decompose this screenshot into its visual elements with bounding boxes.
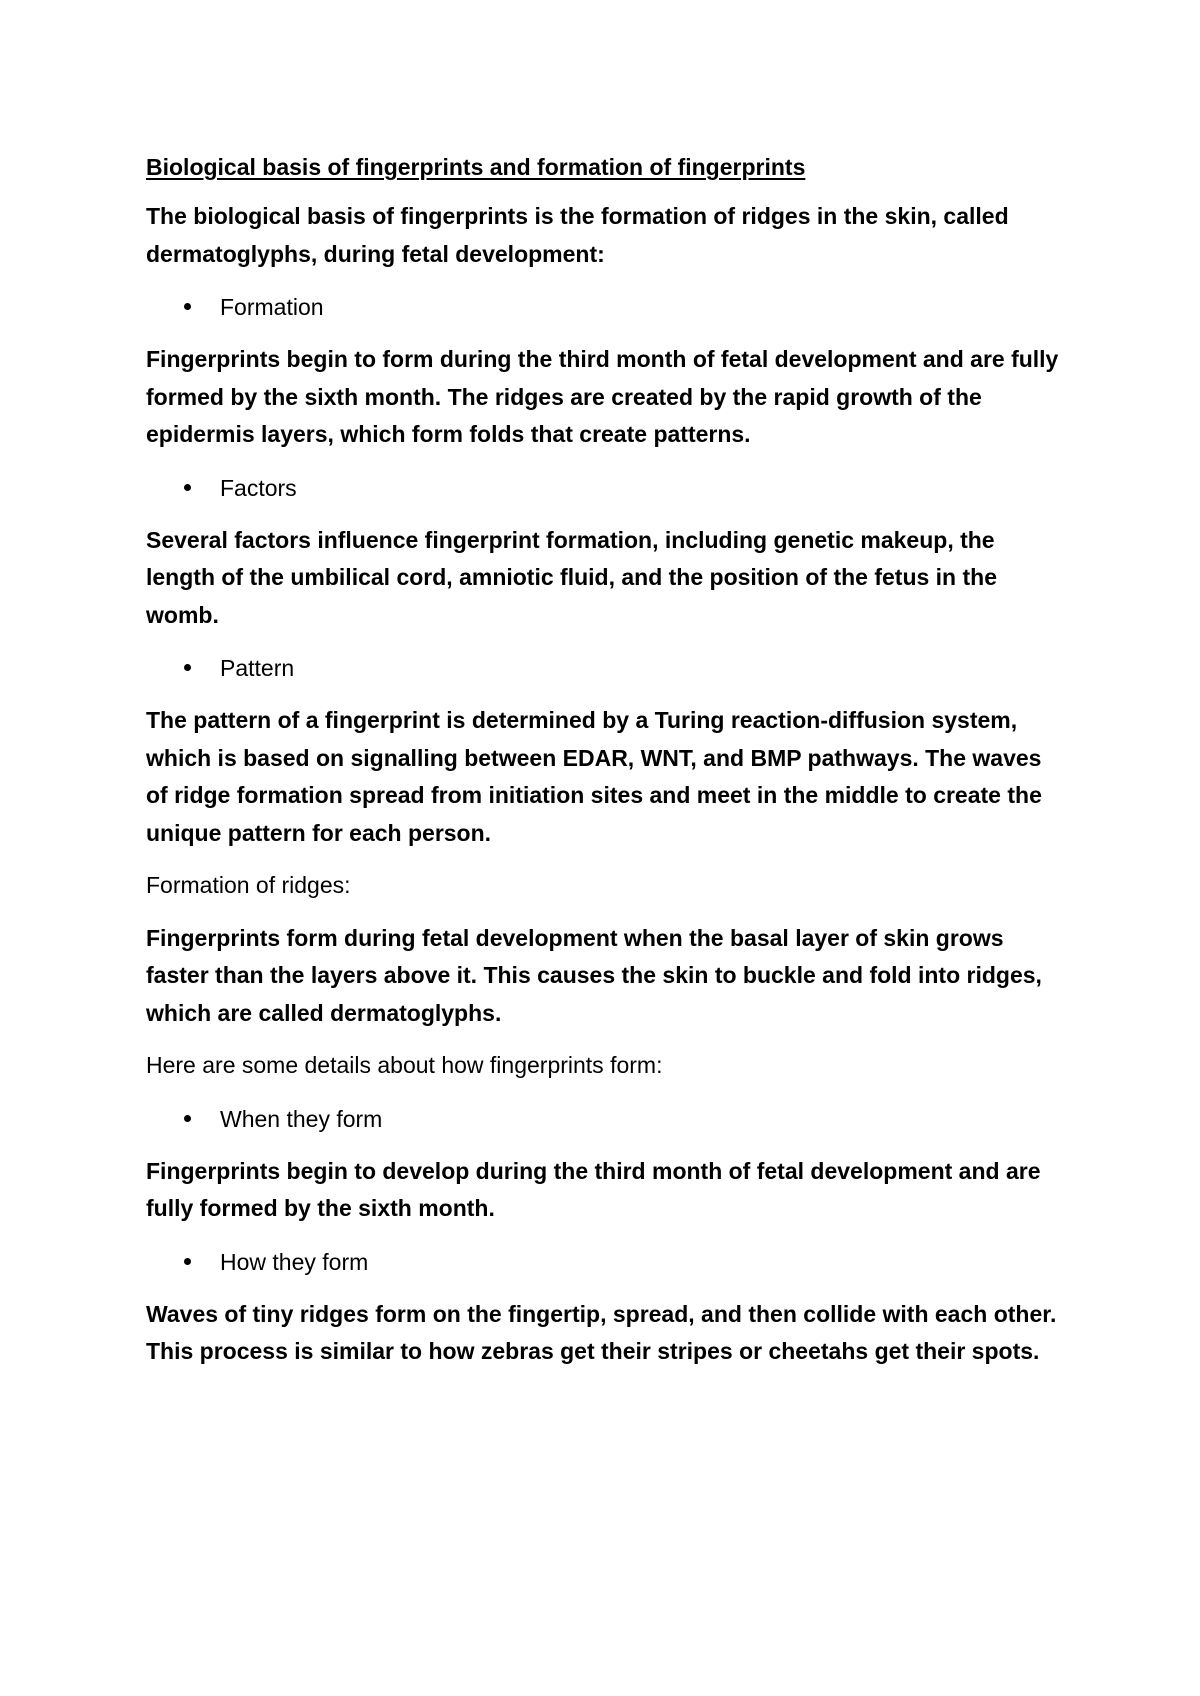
bullet-label: When they form	[220, 1105, 383, 1132]
bullet-factors	[146, 469, 1066, 507]
bullet-label: Factors	[220, 474, 297, 501]
bullet-dot-icon	[184, 303, 191, 310]
pattern-paragraph: The pattern of a fingerprint is determined by a Turing reaction-diffusion system, which is based on signalling between EDAR, WNT, and BMP pathways. The waves of ridge formation spread from initiation sites and meet in the middle to create the unique pattern for each person.	[146, 707, 1042, 846]
when-paragraph: Fingerprints begin to develop during the third month of fetal development and are fully formed by the sixth month.	[146, 1157, 1041, 1221]
bullet-when-they-form	[146, 1100, 1066, 1138]
formation-of-ridges-heading: Formation of ridges:	[146, 872, 351, 898]
bullet-formation	[146, 288, 1066, 326]
bullet-label: Pattern	[220, 655, 295, 681]
document-title: Biological basis of fingerprints and formation of fingerprints	[146, 154, 806, 180]
bullet-dot-icon	[184, 1258, 191, 1265]
bullet-dot-icon	[184, 1115, 191, 1122]
bullet-label: Formation	[220, 294, 324, 320]
details-intro: Here are some details about how fingerprints form:	[146, 1052, 663, 1078]
bullet-dot-icon	[184, 484, 191, 491]
factors-paragraph: Several factors influence fingerprint formation, including genetic makeup, the length of the umbilical cord, amniotic fluid, and the position of the fetus in the womb.	[146, 526, 997, 628]
how-paragraph: Waves of tiny ridges form on the fingertip, spread, and then collide with each other. This process is similar to how zebras get their stripes or cheetahs get their spots.	[146, 1300, 1057, 1364]
bullet-how-they-form	[146, 1243, 1066, 1281]
bullet-pattern	[146, 649, 1066, 687]
intro-paragraph: The biological basis of fingerprints is the formation of ridges in the skin, called dermatoglyphs, during fetal development:	[146, 203, 1009, 267]
ridges-paragraph: Fingerprints form during fetal development when the basal layer of skin grows faster than the layers above it. This causes the skin to buckle and fold into ridges, which are called dermatoglyphs.	[146, 924, 1042, 1026]
bullet-label: How they form	[220, 1248, 369, 1275]
formation-paragraph: Fingerprints begin to form during the third month of fetal development and are fully formed by the sixth month. The ridges are created by the rapid growth of the epidermis layers, which form folds that create patterns.	[146, 346, 1059, 447]
bullet-dot-icon	[184, 664, 191, 671]
document-body	[146, 148, 1066, 1386]
